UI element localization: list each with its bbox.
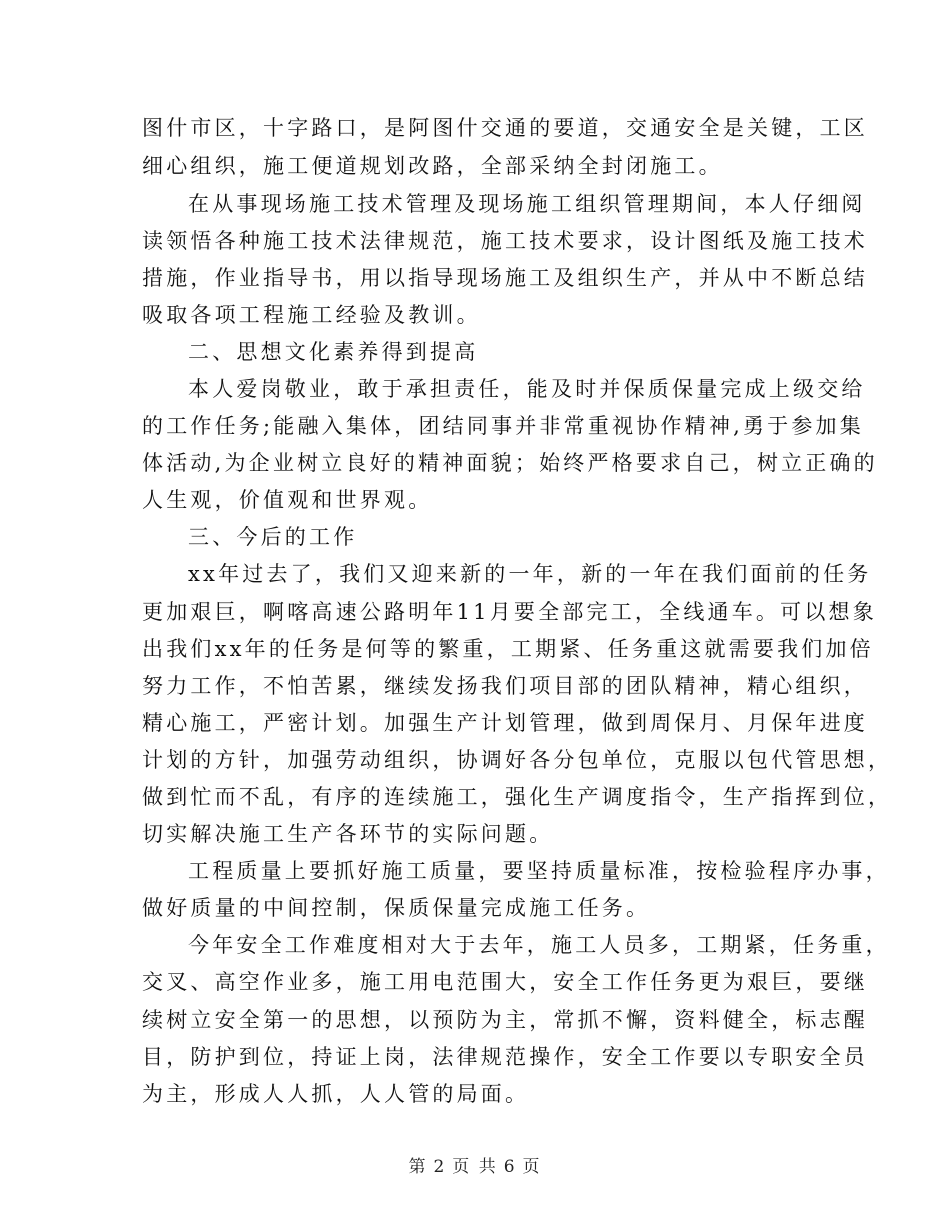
text-line: 工程质量上要抓好施工质量，要坚持质量标准，按检验程序办事， [188,859,890,883]
text-line: 图什市区，十字路口，是阿图什交通的要道，交通安全是关键，工区 [142,116,868,140]
text-line: 在从事现场施工技术管理及现场施工组织管理期间，本人仔细阅 [188,192,866,216]
text-line: 目，防护到位，持证上岗，法律规范操作，安全工作要以专职安全员 [142,1045,868,1069]
text-line: 交叉、高空作业多，施工用电范围大，安全工作任务更为艰巨，要继 [142,970,868,994]
text-line: 人生观，价值观和世界观。 [142,488,433,512]
text-line: 为主，形成人人抓，人人管的局面。 [142,1082,530,1106]
footer-prefix: 第 [408,1157,428,1177]
text-line: 读领悟各种施工技术法律规范，施工技术要求，设计图纸及施工技术 [142,229,868,253]
footer-middle: 页 共 [452,1157,498,1177]
text-line: xx年过去了，我们又迎来新的一年，新的一年在我们面前的任务 [188,562,872,586]
footer-page-number: 2 [433,1157,447,1177]
footer-suffix: 页 [522,1157,542,1177]
text-line: 吸取各项工程施工经验及教训。 [142,303,481,327]
text-line: 体活动,为企业树立良好的精神面貌；始终严格要求自己，树立正确的 [142,451,878,475]
section-heading: 二、思想文化素养得到提高 [188,340,479,364]
text-line: 计划的方针，加强劳动组织，协调好各分包单位，克服以包代管思想， [142,748,893,772]
text-line: 今年安全工作难度相对大于去年，施工人员多，工期紧，任务重， [188,933,890,957]
text-line: 更加艰巨，啊喀高速公路明年11月要全部完工，全线通车。可以想象 [142,600,877,624]
text-line: 措施，作业指导书，用以指导现场施工及组织生产，并从中不断总结 [142,266,868,290]
text-line: 努力工作，不怕苦累，继续发扬我们项目部的团队精神，精心组织， [142,674,868,698]
text-line: 细心组织，施工便道规划改路，全部采纳全封闭施工。 [142,154,723,178]
text-line: 出我们xx年的任务是何等的繁重，工期紧、任务重这就需要我们加倍 [142,637,874,661]
text-line: 精心施工，严密计划。加强生产计划管理，做到周保月、月保年进度 [142,711,868,735]
page-footer [0,1152,950,1177]
text-line: 的工作任务;能融入集体，团结同事并非常重视协作精神,勇于参加集 [142,414,864,438]
text-line: 切实解决施工生产各环节的实际问题。 [142,822,554,846]
section-heading: 三、今后的工作 [188,525,358,549]
text-line: 续树立安全第一的思想，以预防为主，常抓不懈，资料健全，标志醒 [142,1008,868,1032]
text-line: 做到忙而不乱，有序的连续施工，强化生产调度指令，生产指挥到位， [142,785,893,809]
text-line: 本人爱岗敬业，敢于承担责任，能及时并保质保量完成上级交给 [188,377,866,401]
text-line: 做好质量的中间控制，保质保量完成施工任务。 [142,896,651,920]
footer-total-pages: 6 [503,1157,517,1177]
